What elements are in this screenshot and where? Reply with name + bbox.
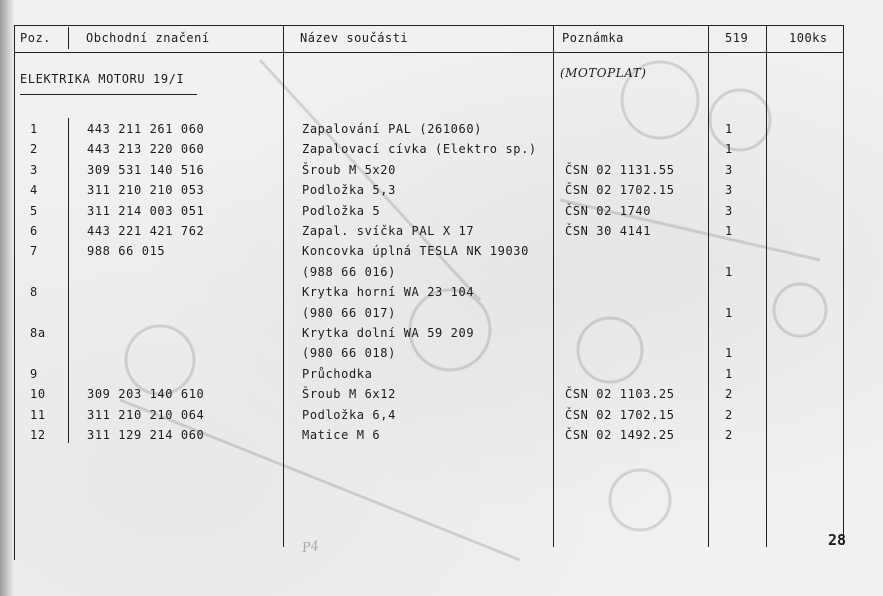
table-row xyxy=(0,343,883,363)
header-poz: Poz. xyxy=(20,31,51,45)
table-row xyxy=(0,160,883,180)
row-poz: 9 xyxy=(30,366,38,381)
row-name: Zapalování PAL (261060) xyxy=(302,122,482,136)
row-name: Podložka 5 xyxy=(302,203,381,218)
row-poz: 12 xyxy=(30,428,46,442)
header-519: 519 xyxy=(725,31,749,45)
row-code: 443 221 421 762 xyxy=(87,224,205,238)
row-note: ČSN 02 1740 xyxy=(565,203,652,218)
row-code: 311 129 214 060 xyxy=(87,428,205,442)
row-name: Matice M 6 xyxy=(302,428,381,442)
row-name: Koncovka úplná TESLA NK 19030 xyxy=(302,244,529,259)
row-qty: 3 xyxy=(725,162,733,177)
table-row xyxy=(0,139,883,159)
row-code: 311 210 210 064 xyxy=(87,407,205,422)
row-code: 309 531 140 516 xyxy=(87,162,205,177)
row-qty: 1 xyxy=(725,366,733,381)
row-qty: 1 xyxy=(725,224,733,238)
row-poz: 8a xyxy=(30,326,46,340)
table-row xyxy=(0,282,883,302)
row-note: ČSN 30 4141 xyxy=(565,224,652,238)
header-bottom-rule xyxy=(14,52,844,53)
row-note: ČSN 02 1131.55 xyxy=(565,162,675,177)
row-name: Podložka 6,4 xyxy=(302,407,396,422)
row-name: Zapalovací cívka (Elektro sp.) xyxy=(302,142,537,157)
row-poz: 2 xyxy=(30,142,38,157)
row-qty: 1 xyxy=(725,142,733,157)
row-qty: 1 xyxy=(725,122,733,136)
row-poz: 1 xyxy=(30,122,38,136)
row-poz: 11 xyxy=(30,407,46,422)
row-qty: 2 xyxy=(725,387,733,402)
row-poz: 5 xyxy=(30,203,38,218)
handwritten-mark: P4 xyxy=(301,538,320,557)
table-row xyxy=(0,201,883,221)
row-poz: 3 xyxy=(30,162,38,177)
row-name: (980 66 017) xyxy=(302,305,396,320)
row-note: ČSN 02 1492.25 xyxy=(565,428,675,442)
row-qty: 1 xyxy=(725,264,733,279)
header-note: Poznámka xyxy=(562,31,624,45)
table-row xyxy=(0,425,883,445)
handwritten-note: (MOTOPLAT) xyxy=(560,66,647,80)
row-name: (988 66 016) xyxy=(302,264,396,279)
table-row xyxy=(0,364,883,384)
row-code: 311 210 210 053 xyxy=(87,183,205,198)
row-code: 443 211 261 060 xyxy=(87,122,205,136)
row-qty: 2 xyxy=(725,407,733,422)
row-qty: 3 xyxy=(725,203,733,218)
table-row xyxy=(0,323,883,343)
row-poz: 7 xyxy=(30,244,38,259)
row-name: Krytka horní WA 23 104 xyxy=(302,285,475,300)
row-note: ČSN 02 1103.25 xyxy=(565,387,675,402)
row-name: Šroub M 5x20 xyxy=(302,162,396,177)
row-qty: 3 xyxy=(725,183,733,198)
row-note: ČSN 02 1702.15 xyxy=(565,407,675,422)
row-name: Zapal. svíčka PAL X 17 xyxy=(302,224,475,238)
section-title: ELEKTRIKA MOTORU 19/I xyxy=(20,72,185,86)
row-name: Průchodka xyxy=(302,366,373,381)
table-row xyxy=(0,405,883,425)
header-100ks: 100ks xyxy=(789,31,828,45)
table-row xyxy=(0,241,883,261)
page-number: 28 xyxy=(828,531,847,549)
header-divider-poz xyxy=(68,27,69,49)
row-code: 443 213 220 060 xyxy=(87,142,205,157)
row-code: 309 203 140 610 xyxy=(87,387,205,402)
row-qty: 1 xyxy=(725,305,733,320)
row-code: 311 214 003 051 xyxy=(87,203,205,218)
table-row xyxy=(0,384,883,404)
table-row xyxy=(0,221,883,241)
row-poz: 8 xyxy=(30,285,38,300)
row-name: Podložka 5,3 xyxy=(302,183,396,198)
row-qty: 1 xyxy=(725,346,733,361)
row-poz: 6 xyxy=(30,224,38,238)
table-row xyxy=(0,180,883,200)
header-code: Obchodní značení xyxy=(86,31,210,45)
row-note: ČSN 02 1702.15 xyxy=(565,183,675,198)
row-code: 988 66 015 xyxy=(87,244,166,259)
row-qty: 2 xyxy=(725,428,733,442)
row-poz: 10 xyxy=(30,387,46,402)
table-row xyxy=(0,119,883,139)
table-top-rule xyxy=(14,25,844,26)
row-name: (980 66 018) xyxy=(302,346,396,361)
table-row xyxy=(0,303,883,323)
row-poz: 4 xyxy=(30,183,38,198)
section-title-underline xyxy=(20,94,197,95)
row-name: Krytka dolní WA 59 209 xyxy=(302,326,475,340)
table-row xyxy=(0,262,883,282)
row-name: Šroub M 6x12 xyxy=(302,387,396,402)
header-name: Název součásti xyxy=(300,31,409,45)
